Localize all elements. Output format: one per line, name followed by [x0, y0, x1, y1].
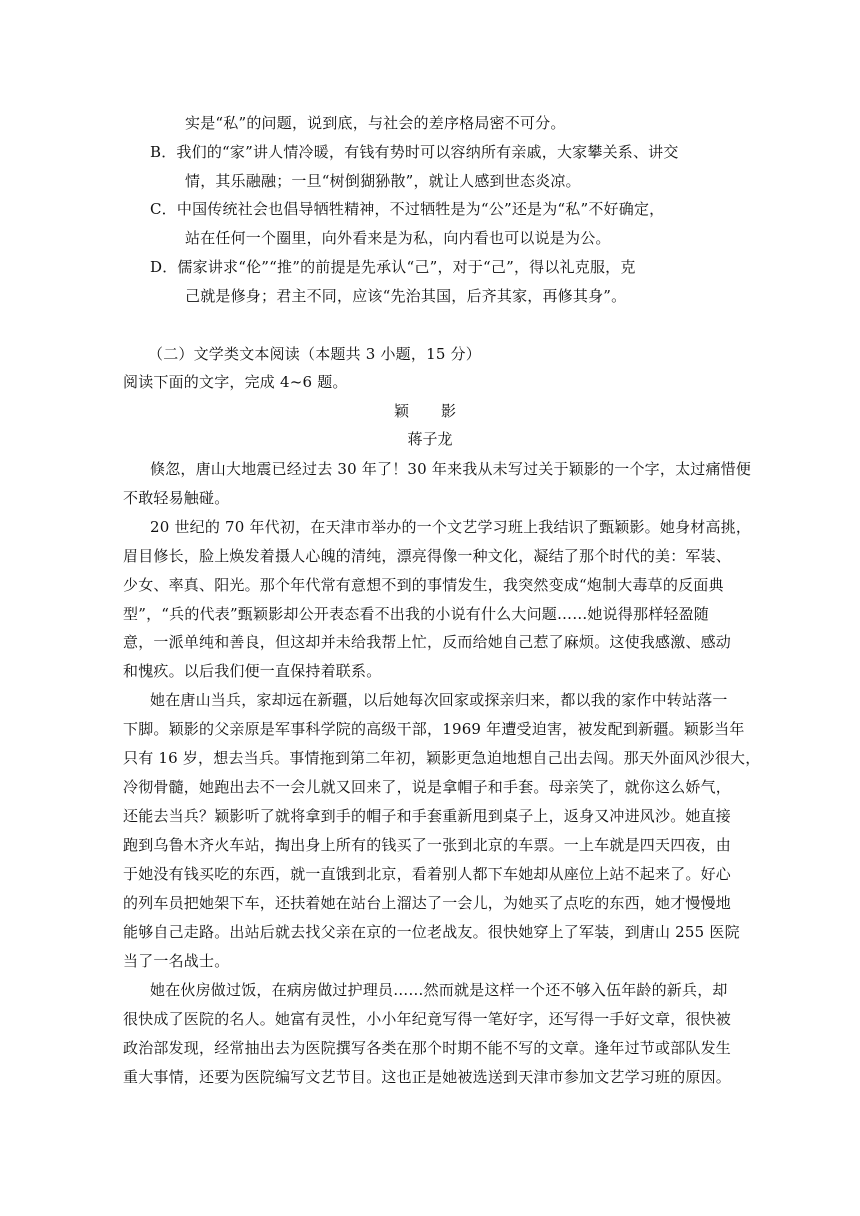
article-line: 不敢轻易触碰。: [123, 489, 230, 507]
article-line: 于她没有钱买吃的东西，就一直饿到北京，看着别人都下车她却从座位上站不起来了。好心: [123, 865, 732, 883]
option-a-continuation: 实是“私”的问题，说到底，与社会的差序格局密不可分。: [185, 114, 566, 132]
article-line: 少女、率真、阳光。那个年代常有意想不到的事情发生，我突然变成“炮制大毒草的反面典: [123, 576, 724, 594]
article-title: 颖影: [393, 402, 488, 420]
article-line: 的列车员把她架下车，还扶着她在站台上溜达了一会儿，为她买了点吃的东西，她才慢慢地: [123, 894, 732, 912]
article-line: 倏忽，唐山大地震已经过去 30 年了！30 年来我从未写过关于颖影的一个字，太过痛惜便: [150, 460, 752, 478]
article-line: 她在伙房做过饭，在病房做过护理员……然而就是这样一个还不够入伍年龄的新兵，却: [150, 981, 728, 999]
article-line: 跑到乌鲁木齐火车站，掏出身上所有的钱买了一张到北京的车票。一上车就是四天四夜，由: [123, 836, 732, 854]
article-line: 她在唐山当兵，家却远在新疆，以后她每次回家或探亲归来，都以我的家作中转站落一: [150, 691, 728, 709]
article-line: 只有 16 岁，想去当兵。事情拖到第二年初，颖影更急迫地想自己出去闯。那天外面风沙很大，: [123, 749, 761, 767]
article-line: 当了一名战士。: [123, 952, 230, 970]
article-line: 意，一派单纯和善良，但这却并未给我帮上忙，反而给她自己惹了麻烦。这使我感激、感动: [123, 633, 732, 651]
article-line: 20 世纪的 70 年代初，在天津市举办的一个文艺学习班上我结识了甄颖影。她身材高挑，: [150, 518, 752, 536]
option-d-line-2: 己就是修身；君主不同，应该“先治其国，后齐其家，再修其身”。: [185, 287, 627, 305]
option-c-line-1: C．中国传统社会也倡导牺牲精神，不过牺牲是为“公”还是为“私”不好确定，: [150, 200, 665, 218]
option-d-line-1: D．儒家讲求“伦”“推”的前提是先承认“己”，对于“己”，得以礼克服，克: [150, 258, 636, 276]
article-line: 还能去当兵？颖影听了就将拿到手的帽子和手套重新甩到桌子上，返身又冲进风沙。她直接: [123, 807, 732, 825]
article-line: 能够自己走路。出站后就去找父亲在京的一位老战友。很快她穿上了军装，到唐山 255 医院: [123, 923, 740, 941]
article-line: 很快成了医院的名人。她富有灵性，小小年纪竟写得一笔好字，还写得一手好文章，很快被: [123, 1010, 732, 1028]
article-line: 政治部发现，经常抽出去为医院撰写各类在那个时期不能不写的文章。逢年过节或部队发生: [123, 1039, 732, 1057]
section-heading: （二）文学类文本阅读（本题共 3 小题，15 分）: [148, 345, 481, 363]
section-instruction: 阅读下面的文字，完成 4~6 题。: [123, 373, 348, 391]
article-line: 型”，“兵的代表”甄颖影却公开表态看不出我的小说有什么大问题……她说得那样轻盈随: [123, 605, 710, 623]
option-b-line-1: B．我们的“家”讲人情冷暖，有钱有势时可以容纳所有亲戚，大家攀关系、讲交: [150, 143, 679, 161]
article-author: 蒋子龙: [407, 430, 453, 448]
option-c-line-2: 站在任何一个圈里，向外看来是为私，向内看也可以说是为公。: [185, 229, 611, 247]
article-line: 和愧疚。以后我们便一直保持着联系。: [123, 662, 382, 680]
article-line: 重大事情，还要为医院编写文艺节目。这也正是她被选送到天津市参加文艺学习班的原因。: [123, 1068, 732, 1086]
article-line: 眉目修长，脸上焕发着摄人心魄的清纯，漂亮得像一种文化，凝结了那个时代的美：军装、: [123, 547, 732, 565]
article-line: 下脚。颖影的父亲原是军事科学院的高级干部，1969 年遭受迫害，被发配到新疆。颖影当年: [123, 720, 745, 738]
option-b-line-2: 情，其乐融融；一旦“树倒猢狲散”，就让人感到世态炎凉。: [185, 172, 581, 190]
article-line: 冷彻骨髓，她跑出去不一会儿就又回来了，说是拿帽子和手套。母亲笑了，就你这么娇气，: [123, 778, 732, 796]
